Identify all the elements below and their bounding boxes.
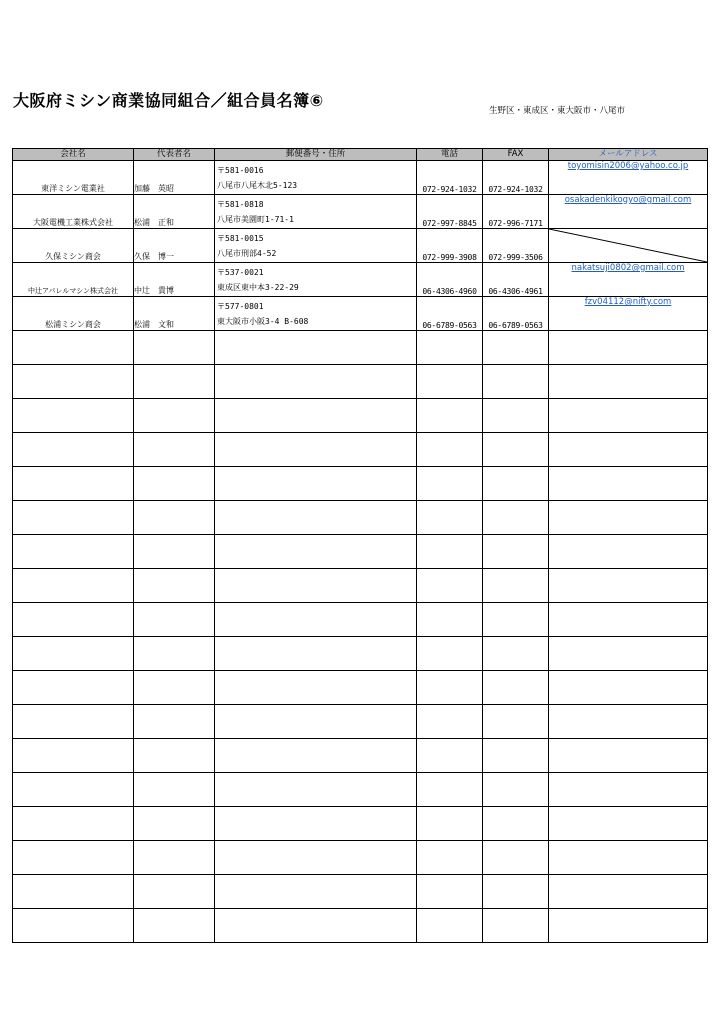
- empty-row: [13, 467, 708, 501]
- empty-fax-number: [483, 501, 549, 535]
- empty-fax-number: [483, 535, 549, 569]
- empty-company-name: [13, 603, 134, 637]
- empty-row: [13, 637, 708, 671]
- empty-fax-number: [483, 671, 549, 705]
- empty-representative-name: [134, 637, 215, 671]
- empty-phone-number: [417, 671, 483, 705]
- empty-phone-number: [417, 807, 483, 841]
- empty-row: [13, 331, 708, 365]
- street-address: 八尾市美園町1-71-1: [217, 214, 294, 224]
- header-fax: FAX: [483, 149, 549, 161]
- table-row: [13, 195, 708, 229]
- empty-row: [13, 875, 708, 909]
- empty-representative-name: [134, 467, 215, 501]
- postal-code: 〒581-0818: [217, 199, 264, 209]
- empty-row: [13, 501, 708, 535]
- empty-representative-name: [134, 365, 215, 399]
- empty-representative-name: [134, 501, 215, 535]
- empty-phone-number: [417, 739, 483, 773]
- empty-row: [13, 671, 708, 705]
- empty-row: [13, 535, 708, 569]
- empty-company-name: [13, 399, 134, 433]
- empty-row: [13, 569, 708, 603]
- empty-address-cell: [215, 637, 417, 671]
- fax-number: 072-996-7171: [483, 195, 549, 229]
- company-name: 東洋ミシン電業社: [13, 161, 134, 195]
- empty-email-cell: [549, 331, 708, 365]
- phone-number: 072-924-1032: [417, 161, 483, 195]
- empty-representative-name: [134, 705, 215, 739]
- empty-company-name: [13, 467, 134, 501]
- empty-company-name: [13, 705, 134, 739]
- company-name: 久保ミシン商会: [13, 229, 134, 263]
- empty-email-cell: [549, 875, 708, 909]
- empty-representative-name: [134, 909, 215, 943]
- postal-code: 〒581-0016: [217, 165, 264, 175]
- empty-phone-number: [417, 773, 483, 807]
- empty-email-cell: [549, 603, 708, 637]
- address-cell: [215, 229, 417, 263]
- header-company: 会社名: [13, 149, 134, 161]
- phone-number: 072-997-8845: [417, 195, 483, 229]
- empty-email-cell: [549, 705, 708, 739]
- empty-fax-number: [483, 875, 549, 909]
- table-header-row: [13, 149, 708, 161]
- empty-phone-number: [417, 569, 483, 603]
- street-address: 八尾市刑部4-52: [217, 248, 277, 258]
- table-row: [13, 161, 708, 195]
- empty-email-cell: [549, 535, 708, 569]
- empty-email-cell: [549, 637, 708, 671]
- empty-fax-number: [483, 365, 549, 399]
- area-subtitle: 生野区・東成区・東大阪市・八尾市: [489, 106, 626, 116]
- empty-row: [13, 433, 708, 467]
- empty-company-name: [13, 331, 134, 365]
- empty-phone-number: [417, 841, 483, 875]
- empty-address-cell: [215, 501, 417, 535]
- header-address: 郵便番号・住所: [215, 149, 417, 161]
- empty-email-cell: [549, 467, 708, 501]
- empty-company-name: [13, 671, 134, 705]
- empty-address-cell: [215, 841, 417, 875]
- empty-fax-number: [483, 433, 549, 467]
- email-cell: [549, 263, 708, 297]
- empty-phone-number: [417, 603, 483, 637]
- empty-address-cell: [215, 705, 417, 739]
- empty-email-cell: [549, 807, 708, 841]
- email-cell: [549, 297, 708, 331]
- empty-address-cell: [215, 331, 417, 365]
- header-representative: 代表者名: [134, 149, 215, 161]
- empty-fax-number: [483, 841, 549, 875]
- empty-phone-number: [417, 331, 483, 365]
- empty-phone-number: [417, 909, 483, 943]
- empty-email-cell: [549, 773, 708, 807]
- phone-number: 072-999-3908: [417, 229, 483, 263]
- fax-number: 06-4306-4961: [483, 263, 549, 297]
- representative-name: 松浦 正和: [134, 195, 215, 229]
- email-link[interactable]: toyomisin2006@yahoo.co.jp: [567, 161, 689, 171]
- empty-representative-name: [134, 433, 215, 467]
- representative-name: 松浦 文和: [134, 297, 215, 331]
- empty-phone-number: [417, 875, 483, 909]
- address-cell: [215, 297, 417, 331]
- empty-company-name: [13, 433, 134, 467]
- empty-representative-name: [134, 875, 215, 909]
- empty-company-name: [13, 501, 134, 535]
- street-address: 八尾市八尾木北5-123: [217, 180, 298, 190]
- empty-row: [13, 841, 708, 875]
- address-cell: [215, 161, 417, 195]
- empty-phone-number: [417, 501, 483, 535]
- empty-fax-number: [483, 603, 549, 637]
- email-cell: [549, 195, 708, 229]
- empty-email-cell: [549, 433, 708, 467]
- empty-phone-number: [417, 535, 483, 569]
- header-email: メールアドレス: [549, 149, 708, 161]
- empty-address-cell: [215, 467, 417, 501]
- empty-email-cell: [549, 399, 708, 433]
- empty-company-name: [13, 365, 134, 399]
- empty-representative-name: [134, 807, 215, 841]
- empty-fax-number: [483, 739, 549, 773]
- empty-phone-number: [417, 467, 483, 501]
- representative-name: 久保 博一: [134, 229, 215, 263]
- empty-representative-name: [134, 569, 215, 603]
- empty-address-cell: [215, 603, 417, 637]
- company-name: 中辻アパレルマシン株式会社: [13, 263, 134, 297]
- empty-fax-number: [483, 467, 549, 501]
- table-row: [13, 229, 708, 263]
- empty-phone-number: [417, 433, 483, 467]
- empty-representative-name: [134, 739, 215, 773]
- empty-company-name: [13, 637, 134, 671]
- empty-row: [13, 739, 708, 773]
- empty-address-cell: [215, 807, 417, 841]
- empty-row: [13, 399, 708, 433]
- empty-address-cell: [215, 909, 417, 943]
- street-address: 東大阪市小阪3-4 B-608: [217, 316, 309, 326]
- empty-representative-name: [134, 773, 215, 807]
- empty-address-cell: [215, 739, 417, 773]
- table-row: [13, 297, 708, 331]
- postal-code: 〒577-0801: [217, 301, 264, 311]
- empty-company-name: [13, 535, 134, 569]
- empty-address-cell: [215, 671, 417, 705]
- address-cell: [215, 263, 417, 297]
- empty-representative-name: [134, 671, 215, 705]
- empty-address-cell: [215, 875, 417, 909]
- empty-email-cell: [549, 501, 708, 535]
- header-phone: 電話: [417, 149, 483, 161]
- empty-fax-number: [483, 569, 549, 603]
- empty-representative-name: [134, 399, 215, 433]
- email-link[interactable]: nakatsuji0802@gmail.com: [571, 263, 685, 273]
- email-cell-none: [549, 229, 708, 263]
- empty-representative-name: [134, 535, 215, 569]
- empty-company-name: [13, 841, 134, 875]
- empty-email-cell: [549, 569, 708, 603]
- email-cell: [549, 161, 708, 195]
- empty-company-name: [13, 773, 134, 807]
- empty-email-cell: [549, 909, 708, 943]
- table-row: [13, 263, 708, 297]
- empty-representative-name: [134, 603, 215, 637]
- empty-row: [13, 705, 708, 739]
- empty-row: [13, 909, 708, 943]
- address-cell: [215, 195, 417, 229]
- empty-fax-number: [483, 807, 549, 841]
- empty-row: [13, 603, 708, 637]
- empty-phone-number: [417, 637, 483, 671]
- empty-fax-number: [483, 705, 549, 739]
- empty-address-cell: [215, 569, 417, 603]
- empty-representative-name: [134, 331, 215, 365]
- empty-company-name: [13, 569, 134, 603]
- empty-address-cell: [215, 433, 417, 467]
- empty-company-name: [13, 909, 134, 943]
- company-name: 大阪電機工業株式会社: [13, 195, 134, 229]
- empty-row: [13, 773, 708, 807]
- fax-number: 072-999-3506: [483, 229, 549, 263]
- postal-code: 〒537-0021: [217, 267, 264, 277]
- empty-phone-number: [417, 365, 483, 399]
- member-roster-table: [12, 148, 708, 943]
- empty-phone-number: [417, 705, 483, 739]
- empty-fax-number: [483, 399, 549, 433]
- empty-address-cell: [215, 535, 417, 569]
- empty-fax-number: [483, 331, 549, 365]
- empty-fax-number: [483, 773, 549, 807]
- empty-address-cell: [215, 399, 417, 433]
- street-address: 東成区東中本3-22-29: [217, 282, 299, 292]
- company-name: 松浦ミシン商会: [13, 297, 134, 331]
- empty-email-cell: [549, 739, 708, 773]
- representative-name: 加藤 英昭: [134, 161, 215, 195]
- representative-name: 中辻 貴博: [134, 263, 215, 297]
- empty-company-name: [13, 875, 134, 909]
- phone-number: 06-4306-4960: [417, 263, 483, 297]
- fax-number: 06-6789-0563: [483, 297, 549, 331]
- empty-phone-number: [417, 399, 483, 433]
- empty-company-name: [13, 807, 134, 841]
- no-email-diagonal: [549, 229, 707, 262]
- empty-company-name: [13, 739, 134, 773]
- page-title: 大阪府ミシン商業協同組合／組合員名簿⑥: [13, 91, 324, 110]
- empty-row: [13, 365, 708, 399]
- empty-representative-name: [134, 841, 215, 875]
- fax-number: 072-924-1032: [483, 161, 549, 195]
- empty-fax-number: [483, 637, 549, 671]
- phone-number: 06-6789-0563: [417, 297, 483, 331]
- empty-row: [13, 807, 708, 841]
- empty-email-cell: [549, 671, 708, 705]
- empty-fax-number: [483, 909, 549, 943]
- postal-code: 〒581-0015: [217, 233, 264, 243]
- empty-email-cell: [549, 365, 708, 399]
- email-link[interactable]: fzv04112@nifty.com: [584, 297, 672, 307]
- empty-address-cell: [215, 365, 417, 399]
- empty-address-cell: [215, 773, 417, 807]
- email-link[interactable]: osakadenkikogyo@gmail.com: [564, 195, 692, 205]
- empty-email-cell: [549, 841, 708, 875]
